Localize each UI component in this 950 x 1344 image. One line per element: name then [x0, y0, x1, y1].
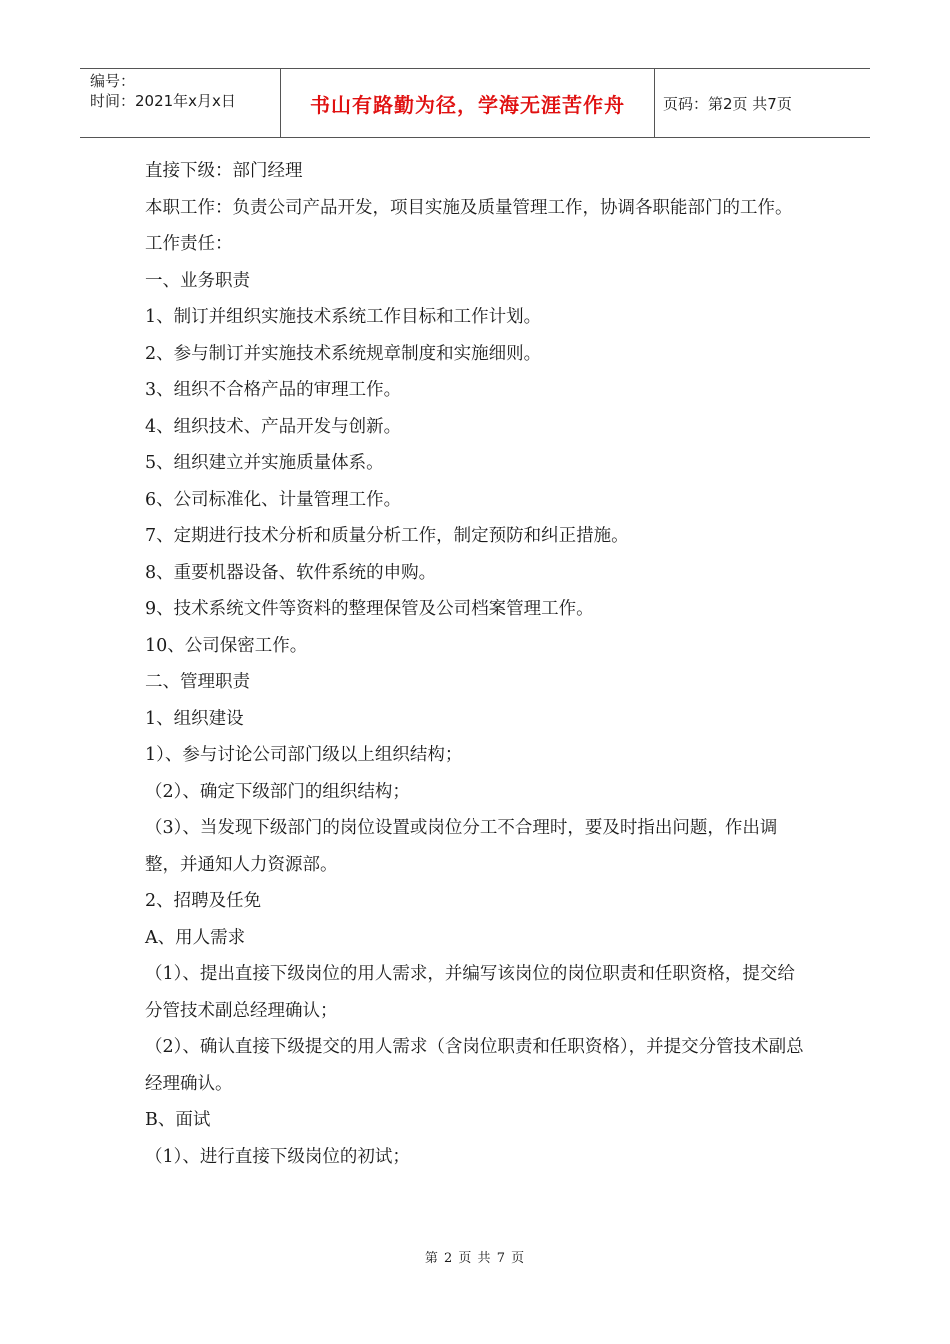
list-item: 1、制订并组织实施技术系统工作目标和工作计划。: [145, 307, 542, 327]
list-item: 4、组织技术、产品开发与创新。: [145, 416, 402, 437]
text-line: 直接下级：部门经理: [145, 161, 303, 181]
list-item: 1）、参与讨论公司部门级以上组织结构；: [145, 745, 463, 765]
section-heading: 二、管理职责: [145, 672, 250, 692]
section-heading: 一、业务职责: [145, 270, 250, 291]
header-motto: 书山有路勤为径，学海无涯苦作舟: [280, 69, 655, 137]
subsection-heading: B、面试: [145, 1110, 211, 1130]
document-body: [145, 153, 810, 1175]
section-label: 工作责任：: [145, 234, 233, 254]
page-footer: 第 2 页 共 7 页: [424, 1251, 526, 1266]
document-number-label: 编号：: [90, 72, 136, 90]
list-item: （2）、确认直接下级提交的用人需求（含岗位职责和任职资格），并提交分管技术副总经理确认。: [145, 1037, 804, 1094]
list-item: 5、组织建立并实施质量体系。: [145, 453, 384, 473]
list-item: （1）、进行直接下级岗位的初试；: [145, 1146, 410, 1167]
header-table: [80, 68, 870, 138]
list-item: 7、定期进行技术分析和质量分析工作，制定预防和纠正措施。: [145, 526, 629, 546]
list-item: 3、组织不合格产品的审理工作。: [145, 380, 402, 400]
list-item: 2、参与制订并实施技术系统规章制度和实施细则。: [145, 343, 542, 364]
document-time-label: 时间：2021年x月x日: [90, 92, 236, 110]
list-item: 9、技术系统文件等资料的整理保管及公司档案管理工作。: [145, 599, 594, 619]
list-item: 8、重要机器设备、软件系统的申购。: [145, 562, 437, 583]
list-item: 10、公司保密工作。: [145, 635, 308, 656]
subsection-heading: 2、招聘及任免: [145, 891, 262, 911]
subsection-heading: 1、组织建设: [145, 708, 244, 729]
text-line: 本职工作：负责公司产品开发，项目实施及质量管理工作，协调各职能部门的工作。: [145, 197, 793, 218]
subsection-heading: A、用人需求: [145, 927, 246, 948]
list-item: （3）、当发现下级部门的岗位设置或岗位分工不合理时，要及时指出问题，作出调整，并通知人力资源部。: [145, 818, 778, 875]
header-page-info: 页码：第2页 共7页: [663, 94, 792, 113]
list-item: 6、公司标准化、计量管理工作。: [145, 489, 402, 510]
list-item: （2）、确定下级部门的组织结构；: [145, 781, 410, 802]
header-left-cell: [80, 69, 280, 137]
list-item: （1）、提出直接下级岗位的用人需求，并编写该岗位的岗位职责和任职资格，提交给分管技术副总经理确认；: [145, 964, 795, 1021]
